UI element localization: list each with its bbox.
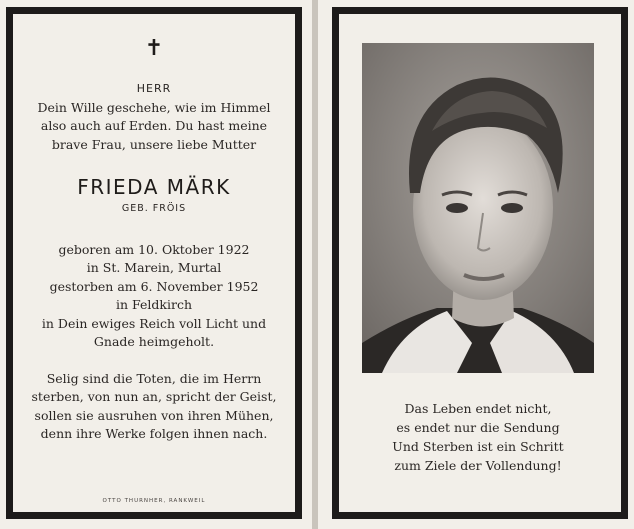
maiden-name: GEB. FRÖIS [121,203,187,214]
poem-line: zum Ziele der Vollendung! [394,458,562,473]
blessing [13,370,295,444]
life-line: in St. Marein, Murtal [86,260,222,275]
herr-heading: HERR [136,82,172,95]
verse-line: Dein Wille geschehe, wie im Himmel [37,99,271,115]
blessing-line: sollen sie ausruhen von ihren Mühen, [34,407,274,423]
blessing-line: Selig sind die Toten, die im Herrn [46,370,262,386]
life-dates [13,241,295,352]
verse [13,99,295,155]
blessing-line: sterben, von nun an, spricht der Geist, [31,389,277,404]
printer-credit: OTTO THURNHER, RANKWEIL [102,498,206,504]
verse-line: also auch auf Erden. Du hast meine [40,118,268,133]
closing-poem [362,399,594,475]
cross-icon: ✝ [144,36,164,61]
portrait-photo-icon [362,43,594,373]
life-line: Gnade heimgeholt. [93,334,215,349]
poem-line: es endet nur die Sendung [396,420,560,435]
life-line: geboren am 10. Oktober 1922 [58,241,250,257]
life-line: in Dein ewiges Reich voll Licht und [41,315,267,331]
portrait-illustration [362,43,594,373]
life-line: gestorben am 6. November 1952 [49,278,259,294]
life-line: in Feldkirch [115,297,192,312]
blessing-line: denn ihre Werke folgen ihnen nach. [40,426,268,441]
poem-line: Und Sterben ist ein Schritt [392,439,564,454]
poem-line: Das Leben endet nicht, [404,401,552,416]
verse-line: brave Frau, unsere liebe Mutter [51,136,257,152]
left-card-text [13,14,295,504]
deceased-name: FRIEDA MÄRK [77,175,231,199]
